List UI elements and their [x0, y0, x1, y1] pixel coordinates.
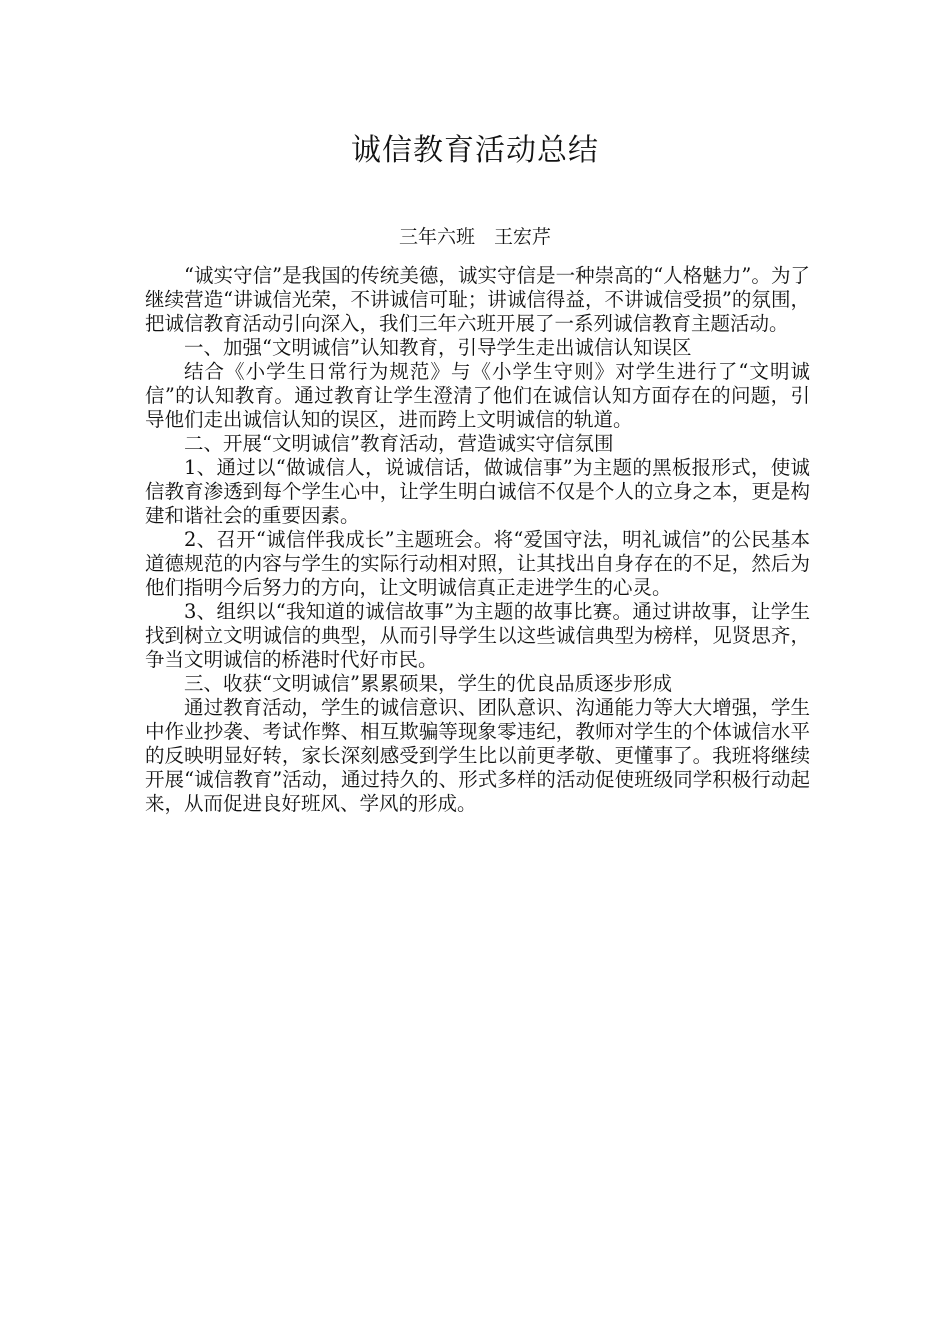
paragraph-intro: “诚实守信”是我国的传统美德，诚实守信是一种崇高的“人格魅力”。为了继续营造“讲诚信光荣，不讲诚信可耻；讲诚信得益，不讲诚信受损”的氛围，把诚信教育活动引向深入，我们三年六班开展了一系列诚信教育主题活动。 [145, 264, 810, 335]
document-title: 诚信教育活动总结 [351, 133, 599, 168]
paragraph-section-1: 结合《小学生日常行为规范》与《小学生守则》对学生进行了“文明诚信”的认知教育。通过教育让学生澄清了他们在诚信认知方面存在的问题，引导他们走出诚信认知的误区，进而跨上文明诚信的轨道。 [145, 360, 810, 431]
section-heading-3: 三、收获“文明诚信”累累硕果，学生的优良品质逐步形成 [184, 672, 672, 695]
paragraph-item-3: 3、组织以“我知道的诚信故事”为主题的故事比赛。通过讲故事，让学生找到树立文明诚信的典型，从而引导学生以这些诚信典型为榜样，见贤思齐，争当文明诚信的桥港时代好市民。 [145, 600, 810, 671]
paragraph-item-1: 1、通过以“做诚信人，说诚信话，做诚信事”为主题的黑板报形式，使诚信教育渗透到每个学生心中，让学生明白诚信不仅是个人的立身之本，更是构建和谐社会的重要因素。 [145, 456, 810, 527]
section-heading-2: 二、开展“文明诚信”教育活动，营造诚实守信氛围 [184, 432, 614, 455]
document-byline: 三年六班 王宏芹 [398, 226, 551, 248]
paragraph-item-2: 2、召开“诚信伴我成长”主题班会。将“爱国守法，明礼诚信”的公民基本道德规范的内容与学生的实际行动相对照，让其找出自身存在的不足，然后为他们指明今后努力的方向，让文明诚信真正走进学生的心灵。 [145, 528, 810, 599]
paragraph-section-3: 通过教育活动，学生的诚信意识、团队意识、沟通能力等大大增强，学生中作业抄袭、考试作弊、相互欺骗等现象零违纪，教师对学生的个体诚信水平的反映明显好转，家长深刻感受到学生比以前更孝敬、更懂事了。我班将继续开展“诚信教育”活动，通过持久的、形式多样的活动促使班级同学积极行动起来，从而促进良好班风、学风的形成。 [145, 696, 810, 815]
section-heading-1: 一、加强“文明诚信”认知教育，引导学生走出诚信认知误区 [184, 336, 692, 359]
document-body [145, 258, 810, 816]
